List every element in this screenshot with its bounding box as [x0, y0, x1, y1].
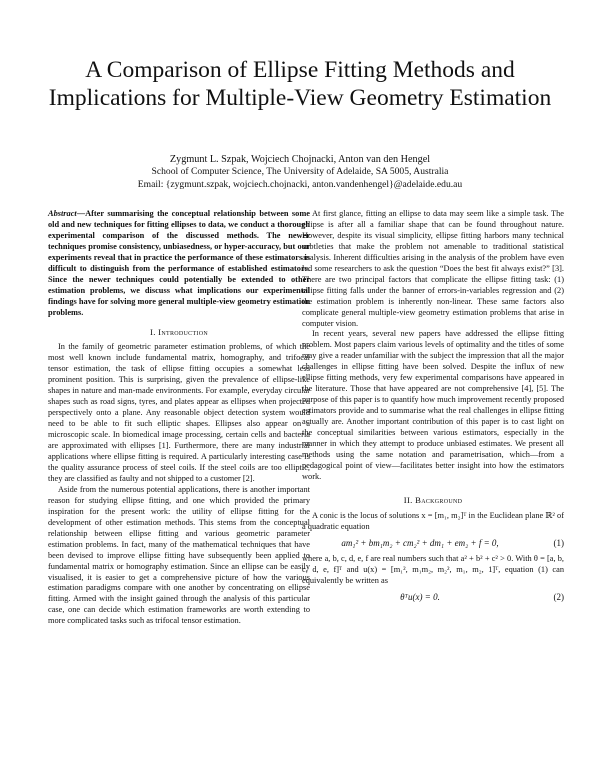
left-column: [48, 209, 310, 627]
section-heading-background: II. Background: [403, 494, 463, 505]
intro-paragraph: Aside from the numerous potential applications, there is another important reason for studying ellipse fitting, and one which provided the primary inspiration for the present work: the utility of ellipse fitting for the development of other estimation methods. This stems from the conceptual relationship between ellipse fitting and various geometric parameter estimation problems. In fact, many of the mathematical techniques that have been devised to improve ellipse fitting have subsequently been applied to fundamental matrix or homography estimation. Since an ellipse can be easily visualised, it is easier to get a comprehensive picture of how the various estimation paradigms compare with one another by concentrating on ellipse fitting. Armed with the insight gained through the analysis of this particular case, one can decide which estimation frameworks are worth extending to more complicated tasks such as trifocal tensor estimation.: [48, 484, 310, 626]
section-heading-introduction: I. Introduction: [150, 326, 208, 337]
equation-2-body: θᵀu(x) = 0.: [400, 591, 440, 602]
background-paragraph: where a, b, c, d, e, f are real numbers such that a² + b² + c² > 0. With θ = [a, b, c, d, e, f]ᵀ and u(x) = [m₁², m₁m₂, m₂², m₁, m₂, 1]ᵀ, equation (1) can equivalently be written as: [302, 553, 564, 585]
equation-1-number: (1): [553, 537, 564, 548]
right-column: [302, 209, 564, 607]
abstract-text: —After summarising the conceptual relationship between some old and new techniques for fitting ellipses to data, we conduct a thorough experimental comparison of the discussed methods. The newer techniques promise consistency, unbiasedness, or hyper-accuracy, but our experiments reveal that in practice the performance of these estimators is difficult to distinguish from the performance of established estimators. Since the newer techniques could potentially be extended to other estimation problems, we discuss what implications our experimental findings have for solving more general multiple-view geometry estimation problems.: [48, 209, 310, 317]
equation-2-number: (2): [553, 591, 564, 602]
intro-paragraph: In the family of geometric parameter estimation problems, of which the most well known include fundamental matrix, homography, and trifocal tensor estimation, the task of ellipse fitting occupies a somewhat less prominent position. This is surprising, given the prevalence of ellipse-like shapes in nature and man-made environments. For example, everyday circular shapes such as road signs, tyres, and plates appear as ellipses when projected perspectively onto a plane. Any reasonable object detection system would need to be able to fit such elliptic shapes. Ellipses also appear on a microscopic scale. In biomedical image processing, certain cells and bacteria are approximated with ellipses [1]. Furthermore, there are many industrial applications where ellipse fitting is required. A particularly interesting case is the quality assurance process of steel coils. If the steel coils are too elliptic, they are classified as faulty and not shipped to a customer [2].: [48, 342, 310, 483]
intro-paragraph: In recent years, several new papers have addressed the ellipse fitting problem. Most papers claim various levels of optimality and the titles of some may give a reader unfamiliar with the subject the impression that all the major challenges in ellipse fitting have been solved. Despite the influx of new ellipse fitting methods, very few experimental comparisons have appeared in the literature. Those that have appeared are not comprehensive [4], [5]. The purpose of this paper is to quantify how much improvement recently proposed estimators provide and to summarise what the real challenges in ellipse fitting actually are. Another important contribution of this paper is to cast light on the conceptual similarities between various estimators, especially in the manner in which they attempt to produce unbiased estimates. We present all methods using the same notation and parametrisation, which—from a pedagogical point of view—facilitates better insight into how the estimators work.: [302, 329, 564, 481]
paper-affiliation: School of Computer Science, The University of Adelaide, SA 5005, Australia: [151, 166, 449, 177]
paper-email: Email: {zygmunt.szpak, wojciech.chojnacki, anton.vandenhengel}@adelaide.edu.au: [137, 179, 463, 190]
abstract-label: Abstract: [48, 209, 77, 218]
equation-1: [302, 538, 564, 549]
intro-paragraph: At first glance, fitting an ellipse to data may seem like a simple task. The ellipse is after all a familiar shape that can be found throughout nature. However, despite its visual simplicity, ellipse fitting harbors many technical subtleties that make the problem not amenable to traditional statistical analysis. Inherent difficulties arising in the analysis of the problem have even led some researchers to ask the question “Does the best fit always exist?” [3]. There are two principal factors that complicate the ellipse fitting task: (1) ellipse fitting falls under the banner of errors-in-variables regression and (2) the estimation problem is inherently non-linear. These same factors also complicate general multiple-view geometry estimation problems that arise in computer vision.: [302, 209, 564, 328]
background-paragraph: A conic is the locus of solutions x = [m₁, m₂]ᵀ in the Euclidean plane ℝ² of a quadratic equation: [302, 510, 564, 531]
equation-2: [302, 592, 564, 603]
abstract: [48, 209, 310, 319]
paper-authors: Zygmunt L. Szpak, Wojciech Chojnacki, Anton van den Hengel: [169, 154, 431, 165]
paper-title: A Comparison of Ellipse Fitting Methods and Implications for Multiple-View Geometry Estimation: [48, 57, 552, 111]
equation-1-body: am₁² + bm₁m₂ + cm₂² + dm₁ + em₂ + f = 0,: [341, 537, 499, 548]
